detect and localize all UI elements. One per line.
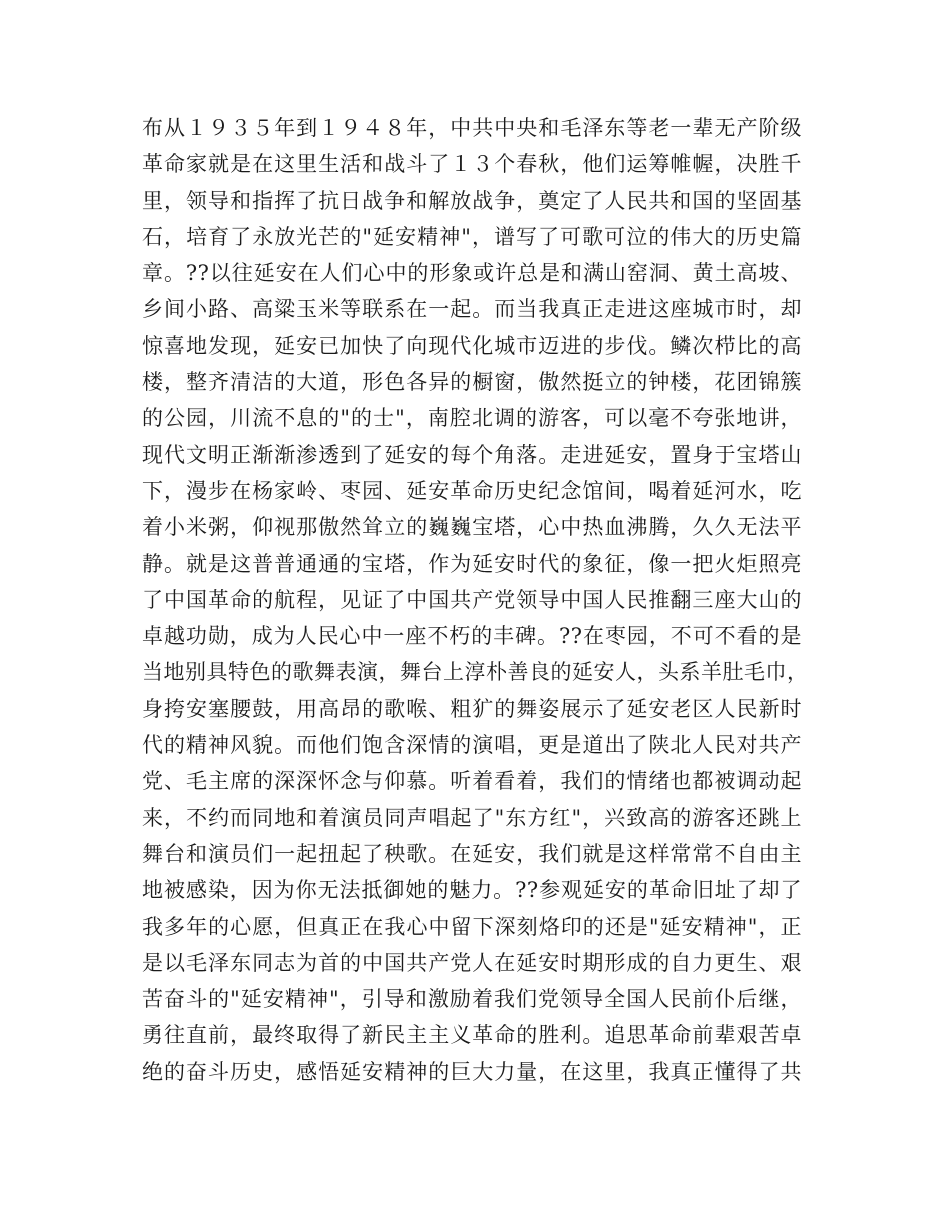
- text-line: 舞台和演员们一起扭起了秧歌。在延安，我们就是这样常常不自由主: [142, 841, 802, 866]
- text-line: 着小米粥，仰视那傲然耸立的巍巍宝塔，心中热血沸腾，久久无法平: [142, 515, 802, 540]
- text-line: 党、毛主席的深深怀念与仰慕。听着看着，我们的情绪也都被调动起: [142, 769, 802, 794]
- text-line: 身挎安塞腰鼓，用高昂的歌喉、粗犷的舞姿展示了延安老区人民新时: [142, 696, 802, 721]
- text-line: 卓越功勋，成为人民心中一座不朽的丰碑。??在枣园，不可不看的是: [142, 624, 802, 649]
- text-line: 下，漫步在杨家岭、枣园、延安革命历史纪念馆间，喝着延河水，吃: [142, 478, 802, 503]
- text-line: 苦奋斗的"延安精神"，引导和激励着我们党领导全国人民前仆后继，: [142, 987, 802, 1012]
- text-line: 乡间小路、高粱玉米等联系在一起。而当我真正走进这座城市时，却: [142, 297, 802, 322]
- text-line: 来，不约而同地和着演员同声唱起了"东方红"，兴致高的游客还跳上: [142, 805, 802, 830]
- text-line: 现代文明正渐渐渗透到了延安的每个角落。走进延安，置身于宝塔山: [142, 442, 802, 467]
- text-line: 革命家就是在这里生活和战斗了１３个春秋，他们运筹帷幄，决胜千: [142, 152, 802, 177]
- text-line: 了中国革命的航程，见证了中国共产党领导中国人民推翻三座大山的: [142, 587, 802, 612]
- text-line: 石，培育了永放光芒的"延安精神"，谱写了可歌可泣的伟大的历史篇: [142, 224, 802, 249]
- text-line: 我多年的心愿，但真正在我心中留下深刻烙印的还是"延安精神"，正: [142, 914, 802, 939]
- text-line: 当地别具特色的歌舞表演，舞台上淳朴善良的延安人，头系羊肚毛巾，: [142, 660, 809, 685]
- text-line: 绝的奋斗历史，感悟延安精神的巨大力量，在这里，我真正懂得了共: [142, 1059, 802, 1084]
- text-line: 是以毛泽东同志为首的中国共产党人在延安时期形成的自力更生、艰: [142, 950, 802, 975]
- text-line: 里，领导和指挥了抗日战争和解放战争，奠定了人民共和国的坚固基: [142, 188, 802, 213]
- text-line: 惊喜地发现，延安已加快了向现代化城市迈进的步伐。鳞次栉比的高: [142, 333, 802, 358]
- text-line: 地被感染，因为你无法抵御她的魅力。??参观延安的革命旧址了却了: [142, 878, 802, 903]
- text-line: 代的精神风貌。而他们饱含深情的演唱，更是道出了陕北人民对共产: [142, 733, 802, 758]
- text-line: 静。就是这普普通通的宝塔，作为延安时代的象征，像一把火炬照亮: [142, 551, 802, 576]
- text-line: 布从１９３５年到１９４８年，中共中央和毛泽东等老一辈无产阶级: [142, 116, 802, 140]
- text-line: 章。??以往延安在人们心中的形象或许总是和满山窑洞、黄土高坡、: [142, 261, 802, 286]
- text-line: 勇往直前，最终取得了新民主主义革命的胜利。追思革命前辈艰苦卓: [142, 1023, 802, 1048]
- body-paragraph: [142, 110, 809, 1090]
- text-line: 楼，整齐清洁的大道，形色各异的橱窗，傲然挺立的钟楼，花团锦簇: [142, 370, 802, 395]
- text-line: 的公园，川流不息的"的士"，南腔北调的游客，可以毫不夸张地讲，: [142, 406, 802, 431]
